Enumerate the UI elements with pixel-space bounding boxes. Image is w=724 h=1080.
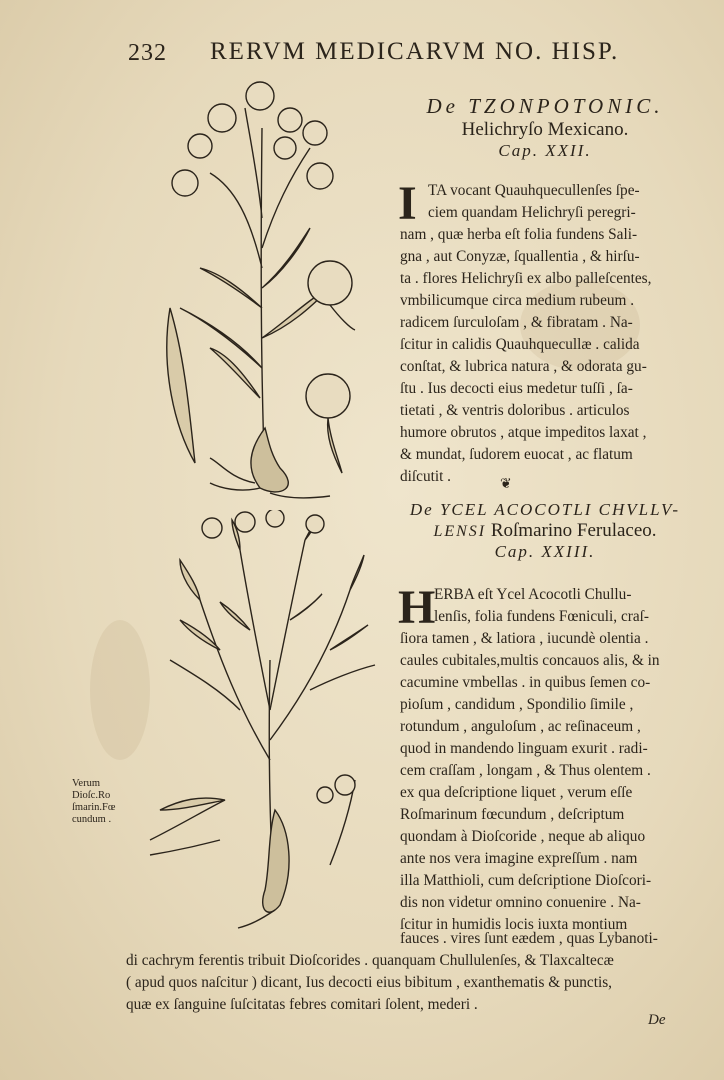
text-line: ſcitur in calidis Quauhquecullæ . calida [400, 336, 640, 353]
chapter-subtitle: Helichryſo Mexicano. [461, 119, 629, 140]
text-line: ante nos vera imagine expreſſum . nam [400, 850, 638, 867]
margin-note [72, 778, 142, 826]
chapter-title: De TZONPOTONIC. [426, 94, 664, 118]
text-line: nam , quæ herba eſt folia fundens Sali- [400, 226, 638, 243]
text-line: rotundum , anguloſum , ac reſinaceum , [400, 718, 641, 735]
text-line: ex qua deſcriptione liquet , verum eſſe [400, 784, 633, 801]
text-line: illa Matthioli, cum deſcriptione Dioſcori- [400, 872, 652, 889]
chapter-title-italic: LENSI [433, 523, 487, 540]
text-line: pioſum , candidum , Spondilio ſimile , [400, 696, 634, 713]
helichrysum-woodcut-illustration [150, 68, 390, 508]
text-line: vmbilicumque circa medium rubeum . [400, 292, 635, 309]
page-number: 232 [128, 40, 167, 66]
chapter-23-heading [395, 500, 695, 562]
rosmarinus-woodcut-illustration [140, 510, 390, 930]
text-line: ta . flores Helichryſi ex albo palleſcentes, [400, 270, 652, 287]
chapter-title: De YCEL ACOCOTLI CHVLLV- [409, 500, 681, 519]
chapter-subtitle: Roſmarino Ferulaceo. [490, 520, 657, 541]
margin-note-line: Dioſc.Ro [72, 790, 111, 801]
catchword: De [648, 1012, 666, 1028]
text-line: ciem quandam Helichryſi peregri- [428, 204, 636, 221]
text-line: & mundat, ſudorem euocat , ac flatum [400, 446, 633, 463]
text-line: caules cubitales,multis concauos alis, & in [400, 652, 660, 669]
chapter-23-full-width-text [126, 950, 696, 1016]
text-line: ERBA eſt Ycel Acocotli Chullu- [434, 586, 632, 603]
text-line: TA vocant Quauhquecullenſes ſpe- [428, 182, 640, 199]
chapter-23-text [398, 581, 696, 936]
text-line: Roſmarinum fœcundum , deſcriptum [400, 806, 625, 823]
ornament-fleuron: ❦ [500, 477, 512, 492]
text-line: cacumine vmbellas . in quibus ſemen co- [400, 674, 651, 691]
drop-capital: I [398, 177, 417, 230]
text-line: radicem ſurculoſam , & fibratam . Na- [400, 314, 633, 331]
text-line: ( apud quos naſcitur ) dicant, Ius decocti eius bibitum , exanthematis & punctis, [126, 974, 612, 991]
text-line: ſiora tamen , & latiora , iucundè olentia . [400, 630, 649, 647]
text-line: ſcitur in humidis locis iuxta montium [400, 916, 628, 933]
text-line: di cachrym ferentis tribuit Dioſcorides . quanquam Chullulenſes, & Tlaxcaltecæ [126, 952, 614, 969]
margin-note-line: cundum . [72, 814, 112, 825]
text-line: dis non videtur omnino conuenire . Na- [400, 894, 641, 911]
text-line: conſtat, & lubrica natura , & odorata gu- [400, 358, 647, 375]
text-line: quæ ex ſanguine ſuſcitatas febres comitari ſolent, mederi . [126, 996, 478, 1013]
text-line: gna , aut Conyzæ, ſquallentia , & hirſu- [400, 248, 640, 265]
text-line: ſtu . Ius decocti eius medetur tuſſi , ſa- [400, 380, 633, 397]
text-line: quondam à Dioſcoride , neque ab aliquo [400, 828, 646, 845]
chapter-22-heading [395, 94, 695, 161]
chapter-number: Cap. XXII. [498, 141, 592, 160]
drop-capital: H [398, 581, 436, 634]
text-line: quod in mandendo linguam exurit . radi- [400, 740, 648, 757]
text-line: humore obrutos , atque impeditos laxat , [400, 424, 647, 441]
text-line: cem craſſam , longam , & Thus olentem . [400, 762, 651, 779]
text-line: tietati , & ventris doloribus . articulos [400, 402, 630, 419]
chapter-22-text [398, 177, 700, 488]
margin-note-line: Verum [72, 778, 100, 789]
text-line: lenſis, folia fundens Fœniculi, craſ- [434, 608, 649, 625]
running-title: RERVM MEDICARVM NO. HISP. [210, 38, 620, 65]
margin-note-line: ſmarin.Fœ [72, 802, 116, 813]
text-line: fauces . vires ſunt eædem , quas Lybanoti- [400, 930, 658, 947]
chapter-23-text-cont [400, 928, 696, 950]
text-line: diſcutit . [400, 468, 451, 485]
chapter-number: Cap. XXIII. [494, 542, 596, 561]
